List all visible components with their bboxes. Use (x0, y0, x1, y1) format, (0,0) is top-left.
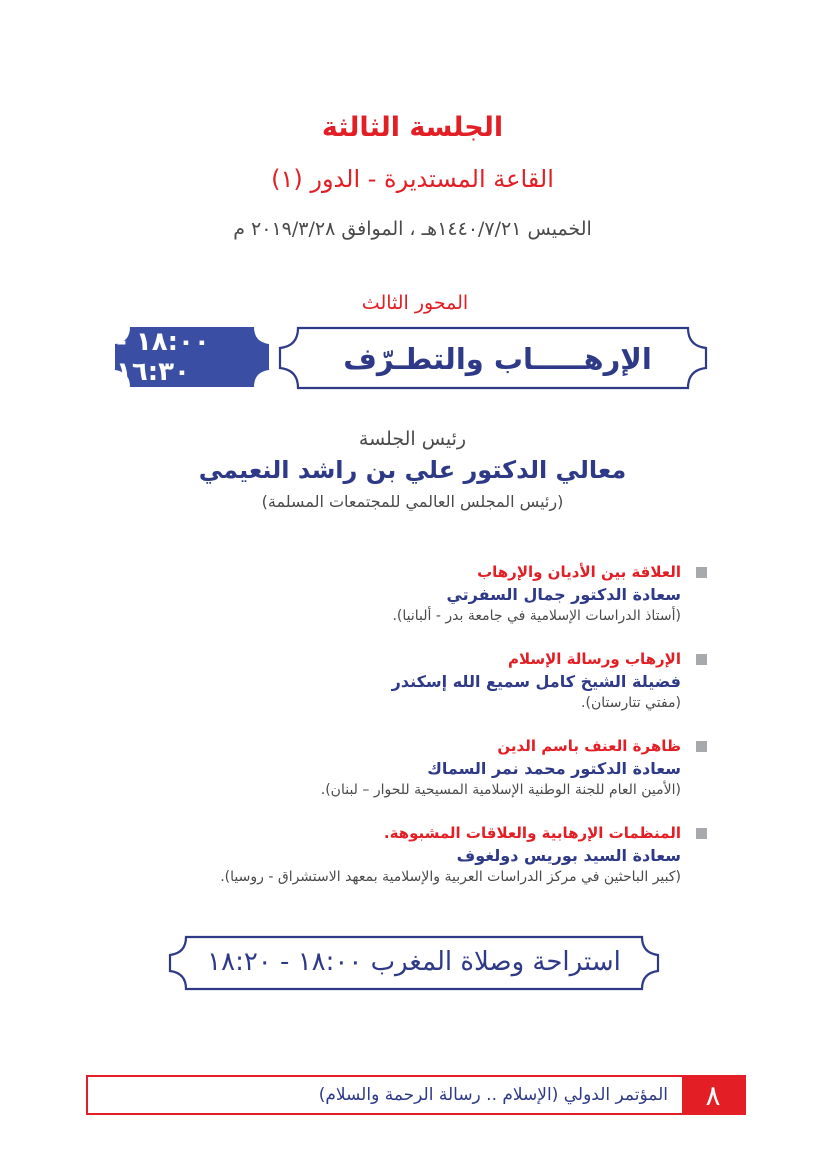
topic-speaker-role: (كبير الباحثين في مركز الدراسات العربية والإسلامية بمعهد الاستشراق - روسيا). (220, 869, 681, 885)
axis-topic-title: الإرهـــــاب والتطـرّف (343, 342, 652, 376)
page-footer (86, 1075, 746, 1115)
topic-speaker: فضيلة الشيخ كامل سميع الله إسكندر (391, 672, 681, 691)
axis-label: المحور الثالث (361, 292, 469, 314)
topic-item (87, 823, 707, 888)
square-bullet-icon (696, 741, 707, 752)
topic-speaker-role: (أستاذ الدراسات الإسلامية في جامعة بدر - ألبانيا). (392, 608, 681, 624)
topic-title: المنظمات الإرهابية والعلاقات المشبوهة. (383, 824, 681, 842)
square-bullet-icon (696, 828, 707, 839)
break-text: استراحة وصلاة المغرب ١٨:٠٠ - ١٨:٢٠ (207, 947, 621, 977)
session-hall: القاعة المستديرة - الدور (١) (271, 165, 554, 193)
topic-item (87, 649, 707, 714)
page-number: ٨ (682, 1077, 744, 1113)
chair-label: رئيس الجلسة (358, 428, 467, 450)
topic-speaker: سعادة الدكتور جمال السفرتي (446, 585, 681, 604)
topic-title: ظاهرة العنف باسم الدين (497, 737, 681, 755)
chair-role: (رئيس المجلس العالمي للمجتمعات المسلمة) (261, 492, 564, 511)
session-date: الخميس ١٤٤٠/٧/٢١هـ ، الموافق ٢٠١٩/٣/٢٨ م (233, 218, 592, 240)
chair-name: معالي الدكتور علي بن راشد النعيمي (198, 456, 627, 484)
topic-title: الإرهاب ورسالة الإسلام (507, 650, 681, 668)
topic-title: العلاقة بين الأديان والإرهاب (477, 563, 681, 581)
topic-speaker: سعادة السيد بوريس دولغوف (456, 846, 681, 865)
topic-speaker: سعادة الدكتور محمد نمر السماك (427, 759, 681, 778)
topic-item (87, 736, 707, 801)
conference-name: المؤتمر الدولي (الإسلام .. رسالة الرحمة والسلام) (318, 1085, 668, 1105)
topics-list (87, 562, 707, 910)
square-bullet-icon (696, 654, 707, 665)
square-bullet-icon (696, 567, 707, 578)
topic-speaker-role: (الأمين العام للجنة الوطنية الإسلامية المسيحية للحوار – لبنان). (320, 782, 681, 798)
topic-item (87, 562, 707, 627)
topic-speaker-role: (مفتي تتارستان). (581, 695, 681, 711)
session-title: الجلسة الثالثة (321, 112, 504, 143)
axis-time-badge: ١٨:٠٠ - ١٦:٣٠ (116, 327, 210, 387)
